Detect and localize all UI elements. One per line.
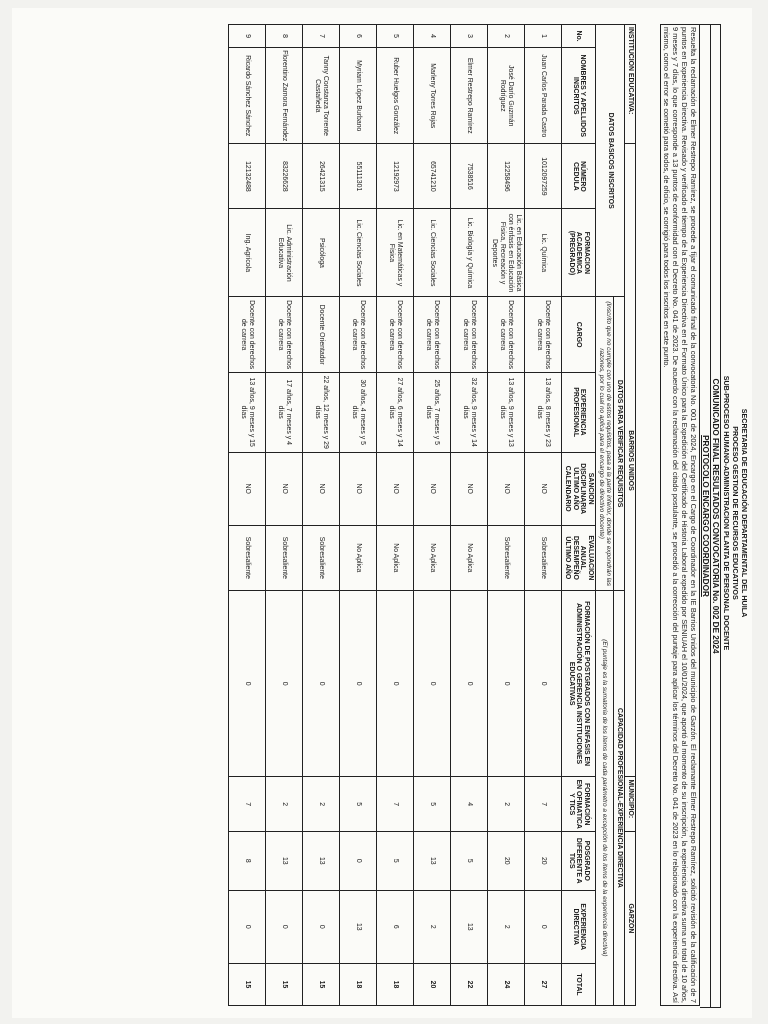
row-formacion: Lic. Ciencias Sociales [413,209,450,297]
institution-row [625,25,636,1006]
row-ofimatica: 5 [339,777,376,831]
row-evaluacion: Sobresaliente [265,525,302,590]
col-exp-directiva: EXPERIENCIA DIRECTIVA [561,890,596,963]
row-cedula: 83226628 [265,144,302,209]
col-postgrado-admin: FORMACIÓN DE POSTGRADOS CON ENFASIS EN ADMINISTRACIÓN O GERENCIA INSTITUCIONES EDUCATIVAS [561,590,596,777]
row-sancion: NO [228,452,265,525]
row-exp-directiva: 0 [302,890,339,963]
header-line-2: PROCESO GESTION DE RECURSOS EDUCATIVOS [731,426,740,600]
row-cargo: Docente con derechos de carrera [228,297,265,372]
row-postgrado-otro: 5 [376,831,413,890]
row-no: 6 [339,25,376,48]
row-ofimatica: 7 [524,777,561,831]
row-evaluacion: No Aplica [339,525,376,590]
row-total: 20 [413,963,450,1005]
row-cedula: 12258496 [487,144,524,209]
row-sancion: NO [487,452,524,525]
row-total: 18 [339,963,376,1005]
row-no: 9 [228,25,265,48]
section-capacity: CAPACIDAD PROFESIONAL-EXPERIENCIA DIRECTIVA [614,590,625,1005]
row-cedula: 1012097259 [524,144,561,209]
row-name: Tanny Constanza Torrente Castañeda [302,48,339,144]
row-postgrado-otro: 13 [413,831,450,890]
row-evaluacion: Sobresaliente [228,525,265,590]
header-line-1: SECRETARIA DE EDUCACIÓN DEPARTAMENTAL DEL HUILA [740,408,749,618]
row-evaluacion: Sobresaliente [302,525,339,590]
row-postgrado-admin: 0 [450,590,487,777]
table-row [339,25,376,1006]
section-row [614,25,625,1006]
row-ofimatica: 4 [450,777,487,831]
row-postgrado-admin: 0 [339,590,376,777]
table-row [487,25,524,1006]
col-name: NOMBRES Y APELLIDOS INSCRITOS [561,48,596,144]
table-row [450,25,487,1006]
section-verify-note: (Inscrito que no cumple con uno de estos requisitos, pasa a la parte inferior, donde se expondrán las razones, por lo cual no aplica para el encargo de directivo docente) [596,297,614,590]
row-experiencia: 13 años, 9 meses y 15 días [228,372,265,452]
col-postgrado-otro: POSGRADO DIFERENTE A TICS [561,831,596,890]
table-row [376,25,413,1006]
row-formacion: Lic. en Educación Básica con énfasis en Educación Física, Recreación y Deportes [487,209,524,297]
row-name: Juan Carlos Parada Castro [524,48,561,144]
resolution-paragraph: Resuelta la reclamación de Elmer Restrepo Ramírez, se procede a fijar el comunicado final de la convocatoria No. 001 de 2024, Encargo en el Cargo de Coordinador en la IE Barrios Unidos del municipio de Garzón. El reclamante Elmer Restrepo Ramírez, solicitó revisión de la calificación de 7 puntos en Experiencia Directiva. Revisado y verificado el tiempo de la Experiencia Directiva en el Formato Único para la Expedición del Certificado de Historia Laboral expedido por SENIUAH el 10/01/2024, que aportó al momento de su inscripción, la experiencia directiva suma un total de 10 años, 9 meses y 7 días, lo que corresponde a 13 puntos de conformidad con el Decreto No. 041 de 2023. De acuerdo con la reclamación del citado postulante, se procedió a la corrección del puntaje para aplicar los términos del Decreto No. 041 de 2023 en lo relacionado con la experiencia directiva. Así mismo, como el error se cometió para todos, de oficio, se corrigió para todos los inscritos en este punto. [660,24,700,1006]
row-evaluacion: Sobresaliente [524,525,561,590]
row-total: 22 [450,963,487,1005]
row-cedula: 26421315 [302,144,339,209]
row-postgrado-otro: 13 [302,831,339,890]
row-postgrado-admin: 0 [302,590,339,777]
row-cargo: Docente con derechos de carrera [487,297,524,372]
row-experiencia: 17 años, 7 meses y 4 días [265,372,302,452]
row-evaluacion: Sobresaliente [487,525,524,590]
row-postgrado-admin: 0 [487,590,524,777]
row-formacion: Lic. Administración Educativa [265,209,302,297]
row-formacion: Lic. Biología y Química [450,209,487,297]
row-exp-directiva: 6 [376,890,413,963]
row-experiencia: 13 años, 8 meses y 23 días [524,372,561,452]
row-formacion: Lic. en Matemáticas y Física [376,209,413,297]
row-sancion: NO [376,452,413,525]
col-cargo: CARGO [561,297,596,372]
row-evaluacion: No Aplica [413,525,450,590]
table-row [524,25,561,1006]
row-postgrado-admin: 0 [524,590,561,777]
col-formacion: FORMACION ACADEMICA (PREGRADO) [561,209,596,297]
section-basic: DATOS BASICOS INSCRITOS [596,25,625,297]
col-no: No. [561,25,596,48]
row-no: 7 [302,25,339,48]
row-cargo: Docente Orientador [302,297,339,372]
row-total: 15 [228,963,265,1005]
row-total: 15 [265,963,302,1005]
row-ofimatica: 7 [376,777,413,831]
row-name: José Darío Guzmán Rodríguez [487,48,524,144]
row-exp-directiva: 2 [413,890,450,963]
section-capacity-note: (El puntaje es la sumatoria de los ítems de cada parámetro a excepción de los ítems de la experiencia directiva) [596,590,614,1005]
row-cargo: Docente con derechos de carrera [413,297,450,372]
row-no: 8 [265,25,302,48]
row-sancion: NO [339,452,376,525]
row-name: Florentino Zamora Fernández [265,48,302,144]
row-name: Ricardo Sánchez Sánchez [228,48,265,144]
row-postgrado-otro: 20 [524,831,561,890]
row-no: 3 [450,25,487,48]
table-row [228,25,265,1006]
row-cedula: 65741210 [413,144,450,209]
institution-name: BARRIOS UNIDOS [625,144,636,777]
document-subtitle: PROTOCOLO ENCARGO COORDINADOR [700,24,711,1008]
col-sancion: SANCION DISCIPLINARIA ÚLTIMO AÑO CALENDARIO [561,452,596,525]
row-exp-directiva: 0 [265,890,302,963]
row-cargo: Docente con derechos de carrera [376,297,413,372]
row-cargo: Docente con derechos de carrera [450,297,487,372]
row-ofimatica: 2 [265,777,302,831]
col-total: TOTAL [561,963,596,1005]
row-postgrado-otro: 13 [265,831,302,890]
row-postgrado-otro: 8 [228,831,265,890]
row-total: 27 [524,963,561,1005]
row-cedula: 55111301 [339,144,376,209]
col-evaluacion: EVALUACION ANUAL DESEMPEÑO ÚLTIMO AÑO [561,525,596,590]
row-sancion: NO [265,452,302,525]
row-cedula: 12132488 [228,144,265,209]
row-exp-directiva: 0 [524,890,561,963]
row-sancion: NO [302,452,339,525]
col-cedula: NÚMERO CEDULA [561,144,596,209]
row-experiencia: 30 años, 4 meses y 5 días [339,372,376,452]
row-sancion: NO [524,452,561,525]
row-exp-directiva: 0 [228,890,265,963]
table-row [302,25,339,1006]
section-verify: DATOS PARA VERIFICAR REQUISITOS [614,297,625,590]
row-formacion: Ing. Agrícola [228,209,265,297]
document-sheet [12,8,752,1018]
row-formacion: Psicóloga [302,209,339,297]
row-ofimatica: 2 [487,777,524,831]
col-experiencia: EXPERIENCIA PROFESIONAL [561,372,596,452]
row-formacion: Lic. Química [524,209,561,297]
row-no: 5 [376,25,413,48]
row-formacion: Lic. Ciencias Sociales [339,209,376,297]
table-row [413,25,450,1006]
row-total: 24 [487,963,524,1005]
row-name: Marleny Torres Rojas [413,48,450,144]
row-sancion: NO [450,452,487,525]
row-cargo: Docente con derechos de carrera [339,297,376,372]
row-no: 4 [413,25,450,48]
row-total: 18 [376,963,413,1005]
row-postgrado-otro: 0 [339,831,376,890]
row-exp-directiva: 13 [450,890,487,963]
row-name: Elmer Restrepo Ramírez [450,48,487,144]
col-ofimatica: FORMACIÓN EN OFIMATICA Y TICS [561,777,596,831]
row-ofimatica: 7 [228,777,265,831]
column-header-row [561,25,596,1006]
row-ofimatica: 2 [302,777,339,831]
row-postgrado-otro: 20 [487,831,524,890]
row-postgrado-admin: 0 [376,590,413,777]
row-postgrado-admin: 0 [413,590,450,777]
row-cedula: 7538516 [450,144,487,209]
municipio-label: MUNICIPIO: [625,777,636,831]
row-evaluacion: No Aplica [450,525,487,590]
row-experiencia: 32 años, 9 meses y 14 días [450,372,487,452]
row-experiencia: 27 años, 6 meses y 14 días [376,372,413,452]
table-row [265,25,302,1006]
row-postgrado-admin: 0 [265,590,302,777]
row-exp-directiva: 13 [339,890,376,963]
row-experiencia: 25 años, 7 meses y 5 días [413,372,450,452]
row-experiencia: 22 años, 12 meses y 29 días [302,372,339,452]
row-total: 15 [302,963,339,1005]
row-evaluacion: No Aplica [376,525,413,590]
document-title: COMUNICADO FINAL RESULTADOS CONVOCATORIA No. 002 DE 2024 [710,24,721,1008]
row-cargo: Docente con derechos de carrera [524,297,561,372]
row-experiencia: 13 años, 9 meses y 13 días [487,372,524,452]
institution-label: INSTITUCION EDUCATIVA: [625,25,636,144]
results-table [228,24,636,1006]
row-no: 2 [487,25,524,48]
header-line-3: SUB-PROCESO HUMANO-ADMINISTRACION PLANTA DE PERSONAL DOCENTE [722,375,731,651]
row-sancion: NO [413,452,450,525]
row-exp-directiva: 2 [487,890,524,963]
row-ofimatica: 5 [413,777,450,831]
municipio-name: GARZÓN [625,831,636,1005]
row-cargo: Docente con derechos de carrera [265,297,302,372]
row-no: 1 [524,25,561,48]
row-cedula: 12192973 [376,144,413,209]
row-postgrado-admin: 0 [228,590,265,777]
row-name: Myriam López Burbano [339,48,376,144]
row-name: Ruber Huelgos González [376,48,413,144]
row-postgrado-otro: 5 [450,831,487,890]
